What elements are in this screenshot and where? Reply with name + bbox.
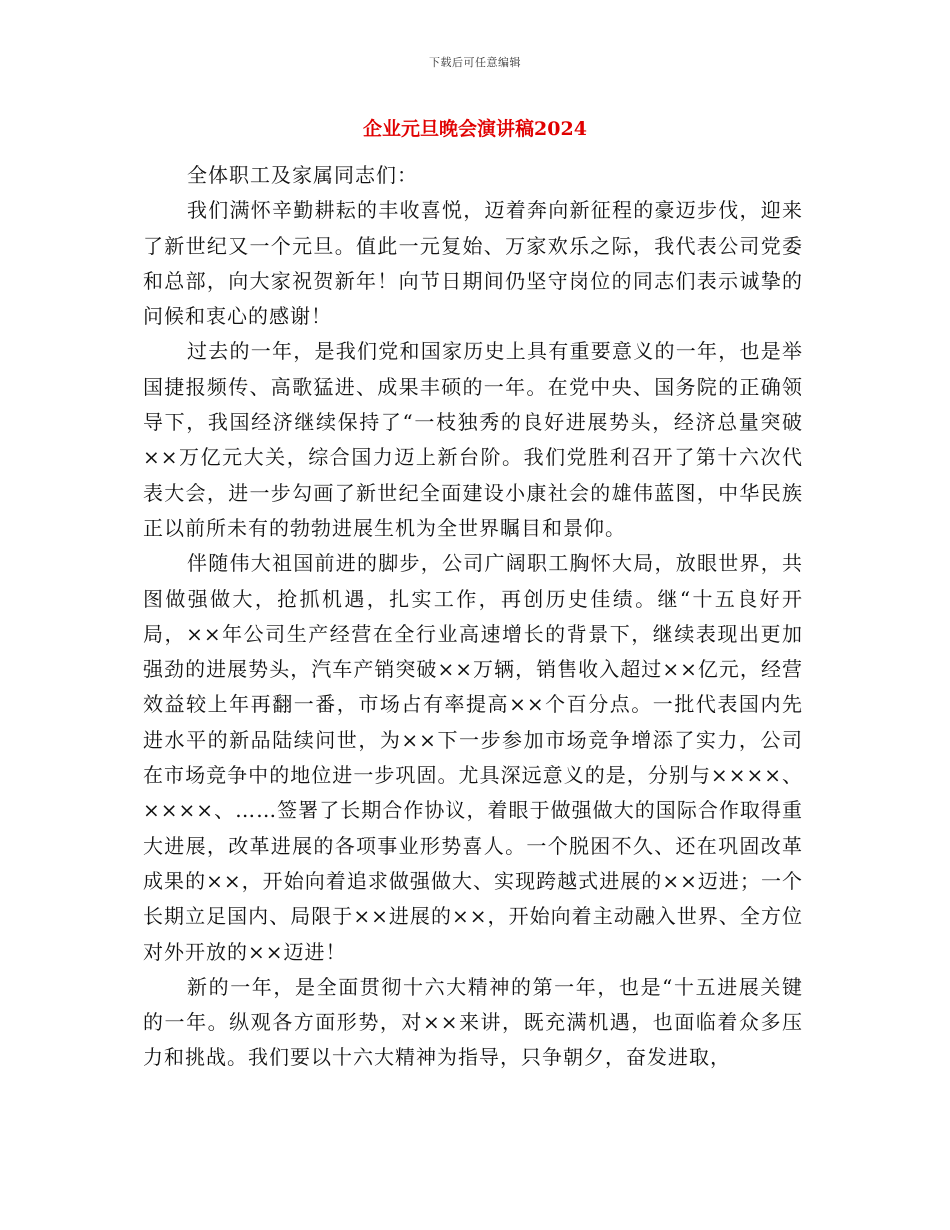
paragraph-1: 我们满怀辛勤耕耘的丰收喜悦，迈着奔向新征程的豪迈步伐，迎来了新世纪又一个元旦。值此一元复始、万家欢乐之际，我代表公司党委和总部，向大家祝贺新年！向节日期间仍坚守岗位的同志们表示诚挚的问候和衷心的感谢！: [143, 198, 803, 329]
paragraph-4: 新的一年，是全面贯彻十六大精神的第一年，也是“十五进展关键的一年。纵观各方面形势，对××来讲，既充满机遇，也面临着众多压力和挑战。我们要以十六大精神为指导，只争朝夕，奋发进取，: [143, 974, 803, 1070]
salutation: 全体职工及家属同志们：: [187, 163, 418, 187]
document-body: [143, 158, 803, 1076]
header-note: 下载后可任意编辑: [429, 56, 521, 69]
document-title: 企业元旦晚会演讲稿2024: [363, 118, 587, 140]
paragraph-2: 过去的一年，是我们党和国家历史上具有重要意义的一年，也是举国捷报频传、高歌猛进、成果丰硕的一年。在党中央、国务院的正确领导下，我国经济继续保持了“一枝独秀的良好进展势头，经济总量突破××万亿元大关，综合国力迈上新台阶。我们党胜利召开了第十六次代表大会，进一步勾画了新世纪全面建设小康社会的雄伟蓝图，中华民族正以前所未有的勃勃进展生机为全世界瞩目和景仰。: [143, 339, 803, 540]
paragraph-3: 伴随伟大祖国前进的脚步，公司广阔职工胸怀大局，放眼世界，共图做强做大，抢抓机遇，扎实工作，再创历史佳绩。继“十五良好开局，××年公司生产经营在全行业高速增长的背景下，继续表现出更加强劲的进展势头，汽车产销突破××万辆，销售收入超过××亿元，经营效益较上年再翻一番，市场占有率提高××个百分点。一批代表国内先进水平的新品陆续问世，为××下一步参加市场竞争增添了实力，公司在市场竞争中的地位进一步巩固。尤具深远意义的是，分别与××××、××××、……签署了长期合作协议，着眼于做强做大的国际合作取得重大进展，改革进展的各项事业形势喜人。一个脱困不久、还在巩固改革成果的××，开始向着追求做强做大、实现跨越式进展的××迈进；一个长期立足国内、局限于××进展的××，开始向着主动融入世界、全方位对外开放的××迈进！: [143, 551, 803, 964]
